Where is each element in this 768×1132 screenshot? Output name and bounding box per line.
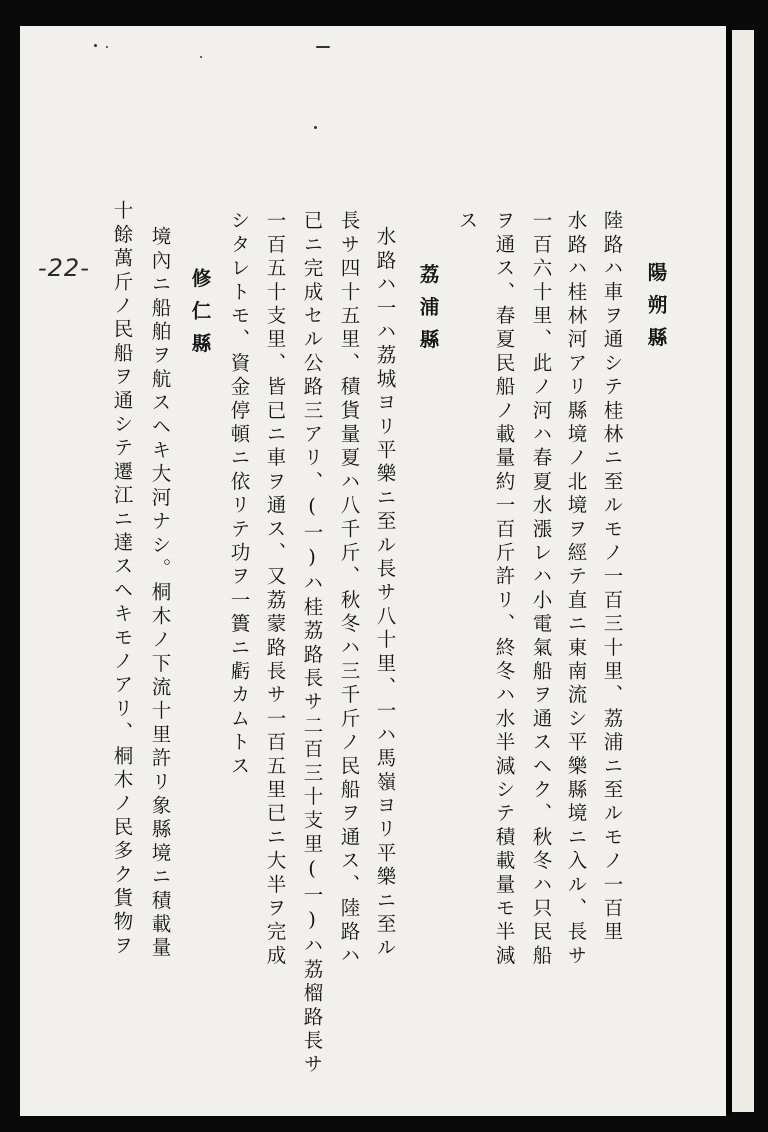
ink-speck — [314, 126, 317, 129]
text-column: 水路ハ一ハ荔城ヨリ平樂ニ至ル長サ八十里、一ハ馬嶺ヨリ平樂ニ至ル — [373, 226, 397, 961]
text-column: 已ニ完成セル公路三アリ、(一)ハ桂荔路長サ二百三十支里(一)ハ荔榴路長サ — [300, 210, 324, 1078]
text-column: ス — [455, 210, 479, 234]
ink-speck — [106, 46, 108, 48]
text-column: 水路ハ桂林河アリ縣境ノ北境ヲ經テ直ニ東南流シ平樂縣境ニ入ル、長サ — [564, 210, 588, 969]
ink-speck — [316, 46, 330, 48]
heading-lipu-county: 荔浦縣 — [416, 264, 440, 362]
ink-speck — [200, 56, 202, 58]
heading-xiuren-county: 修仁縣 — [188, 268, 212, 366]
text-column: 陸路ハ車ヲ通シテ桂林ニ至ルモノ一百三十里、荔浦ニ至ルモノ一百里 — [600, 210, 624, 945]
text-column: 一百五十支里、皆已ニ車ヲ通ス、又荔蒙路長サ一百五里已ニ大半ヲ完成 — [263, 210, 287, 969]
ink-speck — [94, 44, 97, 47]
text-column: 長サ四十五里、積貨量夏ハ八千斤、秋冬ハ三千斤ノ民船ヲ通ス、陸路ハ — [337, 210, 361, 969]
text-column: 境內ニ船舶ヲ航スヘキ大河ナシ。桐木ノ下流十里許リ象縣境ニ積載量 — [148, 226, 172, 961]
page-number: -22- — [38, 254, 90, 282]
text-column: シタレトモ、資金停頓ニ依リテ功ヲ一簣ニ虧カムトス — [227, 210, 251, 779]
text-column: 十餘萬斤ノ民船ヲ通シテ遷江ニ達スヘキモノアリ、桐木ノ民多ク貨物ヲ — [110, 200, 134, 959]
heading-yangshuo-county: 陽朔縣 — [644, 262, 668, 360]
page-edge — [732, 30, 754, 1112]
text-column: ヲ通ス、春夏民船ノ載量約一百斤許リ、終冬ハ水半減シテ積載量モ半減 — [492, 210, 516, 969]
text-column: 一百六十里、此ノ河ハ春夏水漲レハ小電氣船ヲ通スヘク、秋冬ハ只民船 — [529, 210, 553, 969]
